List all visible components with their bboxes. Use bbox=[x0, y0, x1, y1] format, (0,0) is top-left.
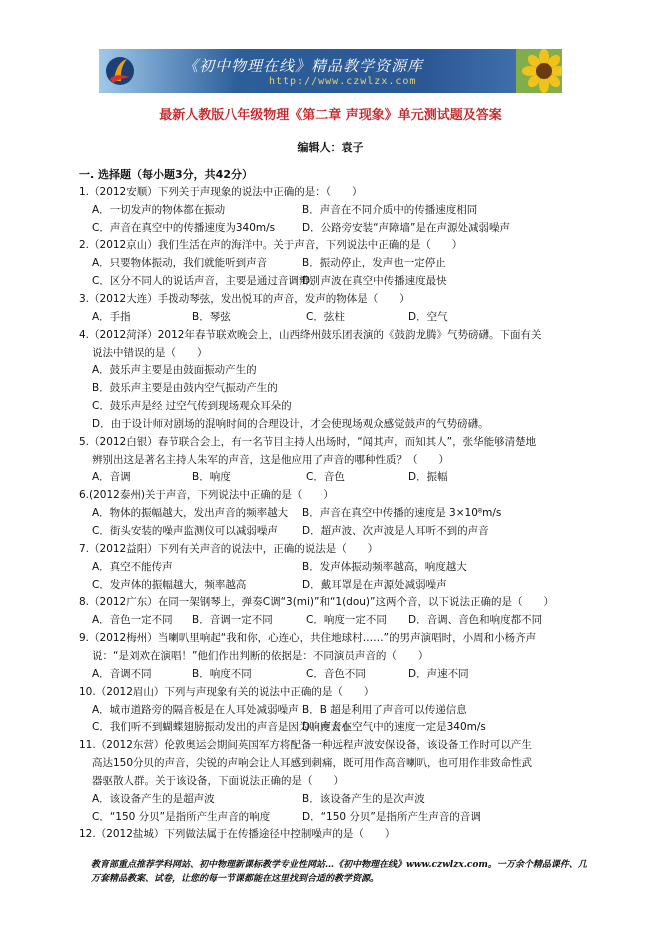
option-d: D．振幅 bbox=[408, 471, 448, 483]
option-b: B．响度不同 bbox=[192, 668, 252, 680]
option-b: B．响度 bbox=[192, 471, 231, 483]
option-b: B．琴弦 bbox=[192, 311, 231, 323]
site-banner bbox=[99, 49, 562, 93]
line-text: D．由于设计师对剧场的混响时间的合理设计，才会使现场观众感觉鼓声的气势磅礴。 bbox=[92, 418, 489, 430]
option-left: C．发声体的振幅越大，频率越高 bbox=[92, 579, 247, 591]
option-left: C．街头安装的噪声监测仪可以减弱噪声 bbox=[92, 525, 278, 537]
option-left: A．只要物体振动，我们就能听到声音 bbox=[92, 257, 268, 269]
line-text: 器驱散人群。关于该设备，下面说法正确的是（ ） bbox=[92, 775, 344, 787]
option-right: B．发声体振动频率越高，响度越大 bbox=[302, 561, 467, 573]
banner-title: 《初中物理在线》精品教学资源库 bbox=[183, 57, 424, 75]
option-left: A．城市道路旁的隔音板是在人耳处减弱噪声 bbox=[92, 704, 299, 716]
option-right: B．振动停止，发声也一定停止 bbox=[302, 257, 446, 269]
option-b: B．音调一定不同 bbox=[192, 614, 273, 626]
option-right: D．声波在真空中传播速度最快 bbox=[302, 275, 447, 287]
line-text: 6.(2012泰州)关于声音，下列说法中正确的是（ ） bbox=[79, 489, 334, 501]
option-c: C．音色不同 bbox=[306, 668, 366, 680]
option-a: A．音调不同 bbox=[92, 668, 152, 680]
option-right: D．声音在空气中的速度一定是340m/s bbox=[302, 721, 486, 733]
option-right: D．戴耳罩是在声源处减弱噪声 bbox=[302, 579, 447, 591]
line-text: 一. 选择题（每小题3分，共42分） bbox=[79, 168, 253, 181]
line-text: 4.（2012菏泽）2012年春节联欢晚会上，山西绛州鼓乐团表演的《鼓韵龙腾》气势磅礴。下面有关 bbox=[79, 329, 542, 341]
option-right: D．超声波、次声波是人耳听不到的声音 bbox=[302, 525, 489, 537]
banner-url[interactable]: http://www.czwlzx.com bbox=[269, 76, 417, 87]
line-text: 9.（2012梅州）当喇叭里响起“我和你，心连心，共住地球村……”的男声演唱时，小周和小杨齐声 bbox=[79, 632, 537, 644]
option-a: A．音色一定不同 bbox=[92, 614, 173, 626]
option-right: B．B 超是利用了声音可以传递信息 bbox=[302, 704, 467, 716]
line-text: 高达150分贝的声音，尖锐的声响会让人耳感到刺痛，既可用作高音喇叭，也可用作非致命性武 bbox=[92, 757, 533, 769]
option-right: B．该设备产生的是次声波 bbox=[302, 793, 425, 805]
option-d: D．音调、音色和响度都不同 bbox=[408, 614, 543, 626]
option-a: A．手指 bbox=[92, 311, 131, 323]
option-left: C．声音在真空中的传播速度为340m/s bbox=[92, 222, 276, 234]
option-right: D．“150 分贝”是指所产生声音的音调 bbox=[302, 811, 481, 823]
option-a: A．音调 bbox=[92, 471, 131, 483]
line-text: 5.（2012白银）春节联合会上，有一名节目主持人出场时，“闻其声，而知其人”，张华能够清楚地 bbox=[79, 436, 537, 448]
line-text: 辨别出这是著名主持人朱军的声音，这是他应用了声音的哪种性质？（ ） bbox=[92, 454, 449, 466]
sunflower-icon bbox=[516, 49, 562, 93]
line-text: 2.（2012京山）我们生活在声的海洋中。关于声音，下列说法中正确的是（ ） bbox=[79, 239, 463, 251]
site-logo-icon bbox=[105, 55, 135, 87]
document-title: 最新人教版八年级物理《第二章 声现象》单元测试题及答案 bbox=[159, 108, 502, 123]
option-left: A．该设备产生的是超声波 bbox=[92, 793, 215, 805]
option-left: A．真空不能传声 bbox=[92, 561, 173, 573]
line-text: 说法中错误的是（ ） bbox=[92, 347, 208, 359]
line-text: 10.（2012眉山）下列与声现象有关的说法中正确的是（ ） bbox=[79, 686, 375, 698]
line-text: B．鼓乐声主要是由鼓内空气振动产生的 bbox=[92, 382, 278, 394]
option-right: D．公路旁安装“声障墙”是在声源处减弱噪声 bbox=[302, 222, 510, 234]
line-text: A．鼓乐声主要是由鼓面振动产生的 bbox=[92, 364, 257, 376]
option-d: D．声速不同 bbox=[408, 668, 469, 680]
option-left: A．一切发声的物体都在振动 bbox=[92, 204, 226, 216]
option-c: C．音色 bbox=[306, 471, 345, 483]
option-c: C．响度一定不同 bbox=[306, 614, 387, 626]
line-text: 8.（2012广东）在同一架钢琴上，弹奏C调“3(mi)”和“1(dou)”这两个音，以下说法正确的是（ ） bbox=[79, 596, 554, 608]
line-text: 说：“是刘欢在演唱！”他们作出判断的依据是：不同演员声音的（ ） bbox=[92, 650, 429, 662]
option-left: C．“150 分贝”是指所产生声音的响度 bbox=[92, 811, 271, 823]
option-d: D．空气 bbox=[408, 311, 448, 323]
option-c: C．弦柱 bbox=[306, 311, 345, 323]
option-right: B．声音在真空中传播的速度是 3×10⁸m/s bbox=[302, 507, 502, 519]
line-text: 3.（2012大连）手拨动琴弦，发出悦耳的声音，发声的物体是（ ） bbox=[79, 293, 410, 305]
line-text: C．鼓乐声是经 过空气传到现场观众耳朵的 bbox=[92, 400, 292, 412]
editor-line: 编辑人：袁子 bbox=[297, 141, 364, 154]
line-text: 12.（2012盐城）下列做法属于在传播途径中控制噪声的是（ ） bbox=[79, 828, 396, 840]
option-left: A．物体的振幅越大，发出声音的频率越大 bbox=[92, 507, 289, 519]
option-right: B．声音在不同介质中的传播速度相同 bbox=[302, 204, 478, 216]
line-text: 11.（2012东营）伦敦奥运会期间英国军方将配备一种远程声波安保设备，该设备工作时可以产生 bbox=[79, 739, 532, 751]
line-text: 1.（2012安顺）下列关于声现象的说法中正确的是：（ ） bbox=[79, 186, 363, 198]
option-left: C．我们听不到蝴蝶翅膀振动发出的声音是因为响度太小 bbox=[92, 721, 352, 733]
page-footer: 教育部重点推荐学科网站、初中物理新课标教学专业性网站…《初中物理在线》www.czwlzx.com。一万余个精品课件、几万套精品教案、试卷，让您的每一节课都能在这里找到合适的教学资源。 bbox=[91, 860, 587, 884]
option-left: C．区分不同人的说话声音，主要是通过音调辨别 bbox=[92, 275, 320, 287]
line-text: 7.（2012益阳）下列有关声音的说法中，正确的说法是（ ） bbox=[79, 543, 379, 555]
